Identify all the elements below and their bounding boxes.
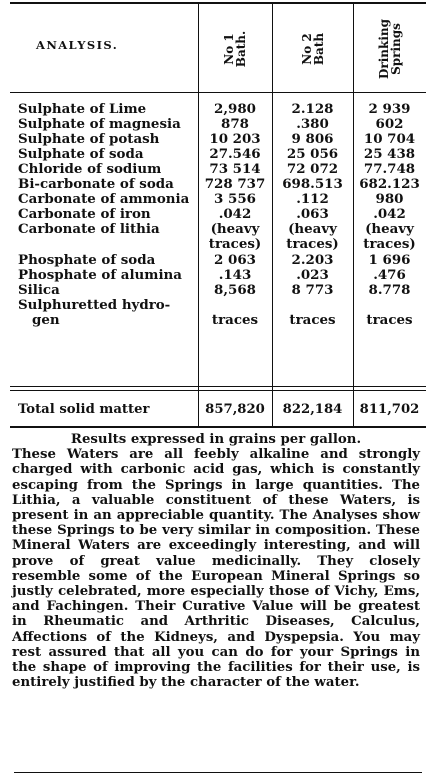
column-header-bath-2: No 2 Bath	[300, 32, 326, 66]
row-label: Phosphate of soda	[18, 252, 156, 268]
total-value: 822,184	[282, 402, 343, 417]
cell-value: 878	[221, 116, 249, 132]
cell-value: 728 737	[204, 176, 266, 192]
row-label: Carbonate of lithia	[18, 221, 160, 237]
cell-value: 8.778	[368, 282, 411, 298]
total-value: 857,820	[205, 402, 265, 417]
row-label: Carbonate of ammonia	[18, 191, 190, 207]
cell-value: 980	[375, 191, 404, 207]
row-label: Bi-carbonate of soda	[18, 176, 174, 192]
cell-value: 1 696	[368, 252, 411, 268]
results-text	[12, 432, 420, 690]
results-caption: Results expressed in grains per gallon.	[70, 432, 362, 447]
row-label: Sulphate of potash	[18, 131, 160, 147]
cell-value: 73 514	[209, 161, 261, 177]
row-label: Phosphate of alumina	[18, 267, 182, 283]
cell-value: traces	[289, 312, 336, 328]
cell-value: 2 063	[214, 252, 256, 268]
cell-value: 9 806	[291, 131, 334, 147]
cell-value: 3 556	[214, 191, 256, 207]
cell-value: .023	[296, 267, 329, 283]
cell-value: .112	[296, 191, 329, 207]
cell-value: .380	[296, 116, 329, 132]
cell-value: 77.748	[363, 161, 416, 177]
row-label: Sulphate of soda	[18, 146, 144, 162]
row-label: Silica	[18, 282, 60, 298]
cell-value: .042	[373, 206, 406, 222]
cell-value: .476	[373, 267, 406, 283]
row-label: Chloride of sodium	[18, 161, 162, 177]
cell-value: (heavy traces)	[286, 221, 339, 252]
cell-value: 602	[375, 116, 404, 132]
cell-value: .143	[218, 267, 252, 283]
row-label: Sulphuretted hydro- gen	[18, 297, 171, 328]
cell-value: 2.203	[291, 252, 334, 268]
cell-value: 8,568	[214, 282, 256, 298]
total-rule	[10, 386, 426, 387]
cell-value: 27.546	[209, 146, 261, 162]
column-header-bath-1: No 1 Bath.	[222, 30, 248, 68]
cell-value: 698.513	[282, 176, 343, 192]
cell-value: 2.128	[291, 101, 334, 117]
header-rule	[10, 92, 426, 93]
bottom-rule	[14, 772, 422, 773]
cell-value: 72 072	[286, 161, 339, 177]
total-rule-double	[10, 390, 426, 391]
analysis-heading: ANALYSIS.	[36, 38, 119, 52]
column-header-drinking-springs: Drinking Springs	[377, 19, 403, 79]
total-value: 811,702	[359, 402, 420, 417]
results-paragraph: These Waters are all feebly alkaline and strongly charged with carbonic acid gas, which is constantly escaping from the Springs in large quantities. The Lithia, a valuable constituent of these Waters, is present in an appreciable quantity. The Analyses show these Springs to be very similar in composition. These Mineral Waters are exceedingly interesting, and will prove of great value medicinally. They closely resemble some of the European Mineral Springs so justly celebrated, more especially those of Vichy, Ems, and Fachingen. Their Curative Value will be greatest in Rheumatic and Arthritic Diseases, Calculus, Affections of the Kidneys, and Dyspepsia. You may rest assured that all you can do for your Springs in the shape of improving the facilities for their use, is entirely justified by the character of the water.	[12, 447, 420, 691]
cell-value: 682.123	[359, 176, 420, 192]
cell-value: .042	[218, 206, 252, 222]
cell-value: 10 203	[209, 131, 261, 147]
cell-value: .063	[296, 206, 329, 222]
cell-value: 2 939	[368, 101, 411, 117]
row-label: Sulphate of magnesia	[18, 116, 181, 132]
row-label: Sulphate of Lime	[18, 101, 147, 117]
cell-value: traces	[366, 312, 413, 328]
analysis-table	[10, 2, 426, 428]
cell-value: 2,980	[214, 101, 256, 117]
cell-value: 8 773	[291, 282, 334, 298]
cell-value: 25 438	[363, 146, 416, 162]
cell-value: 10 704	[363, 131, 416, 147]
row-label: Carbonate of iron	[18, 206, 151, 222]
cell-value: traces	[211, 312, 259, 328]
cell-value: (heavy traces)	[208, 221, 262, 252]
cell-value: 25 056	[286, 146, 339, 162]
cell-value: (heavy traces)	[363, 221, 416, 252]
total-label: Total solid matter	[18, 402, 150, 417]
